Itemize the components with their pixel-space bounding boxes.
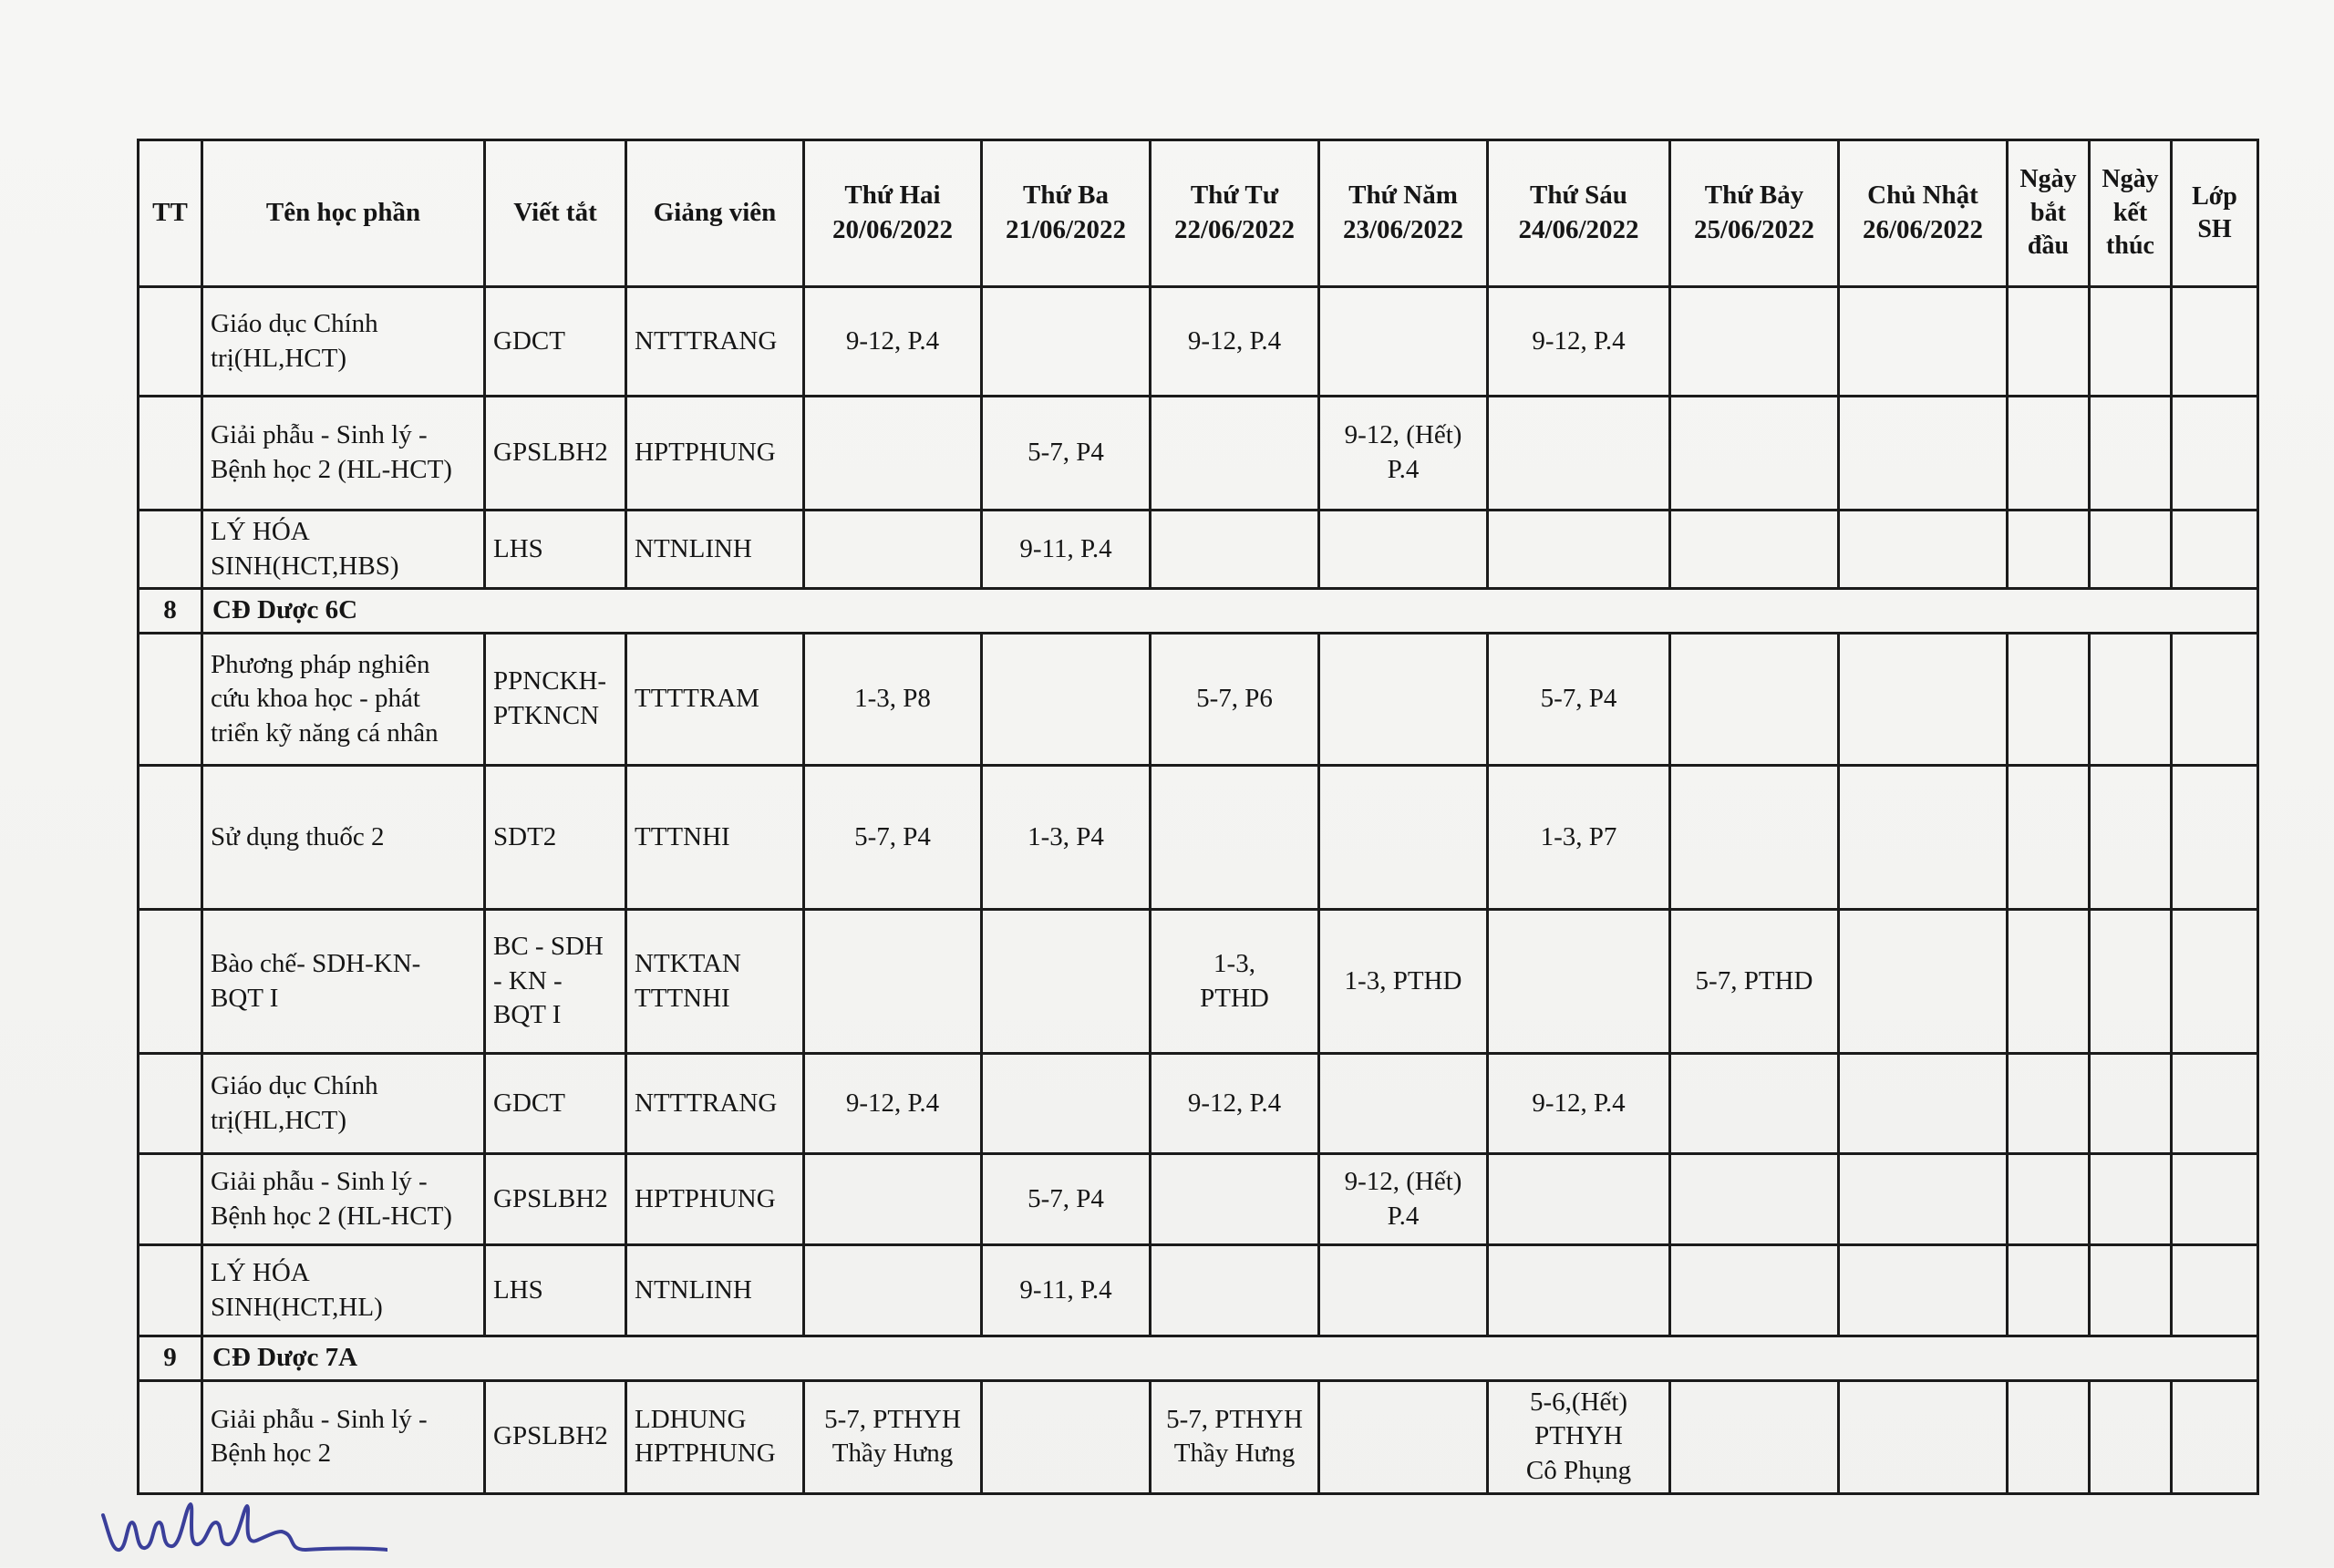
course-row	[139, 511, 2258, 589]
abbreviation-cell	[485, 634, 626, 766]
course-name-line: Bệnh học 2 (HL-HCT)	[211, 1201, 452, 1231]
session-line: 5-7, P4	[1028, 1183, 1104, 1213]
course-row	[139, 397, 2258, 511]
session-line: 1-3, P7	[1540, 821, 1617, 851]
header-day-mon	[804, 140, 982, 287]
row-number-cell	[139, 766, 202, 910]
header-teacher: Giảng viên	[626, 140, 804, 287]
session-line: 5-7, PTHYH	[824, 1404, 961, 1434]
schedule-cell-thu	[1319, 397, 1488, 511]
end-date-cell	[2090, 397, 2172, 511]
schedule-cell-thu	[1319, 1054, 1488, 1154]
teacher-line: NTTTRANG	[635, 1088, 778, 1118]
row-number-cell	[139, 634, 202, 766]
schedule-cell-thu	[1319, 910, 1488, 1054]
schedule-cell-thu	[1319, 766, 1488, 910]
session-line: 5-6,(Hết)	[1529, 1387, 1628, 1417]
teacher-cell	[626, 634, 804, 766]
header-day-wed	[1151, 140, 1319, 287]
course-name-line: Giáo dục Chính	[211, 1070, 378, 1100]
schedule-cell-wed	[1151, 910, 1319, 1054]
start-date-cell	[2008, 287, 2090, 397]
day-date: 22/06/2022	[1173, 215, 1296, 244]
teacher-line: NTTTRANG	[635, 325, 778, 356]
session-line: PTHD	[1200, 983, 1269, 1013]
course-name-cell	[202, 1154, 485, 1245]
schedule-cell-sun	[1839, 287, 2008, 397]
teacher-cell	[626, 766, 804, 910]
class-cell	[2172, 1245, 2258, 1336]
schedule-cell-wed	[1151, 1054, 1319, 1154]
session-line: 5-7, PTHD	[1695, 965, 1813, 995]
start-date-cell	[2008, 1380, 2090, 1493]
schedule-cell-fri	[1488, 397, 1670, 511]
schedule-cell-thu	[1319, 1380, 1488, 1493]
course-name-line: Sử dụng thuốc 2	[211, 821, 385, 851]
row-number-cell	[139, 910, 202, 1054]
session-line: 5-7, P4	[1028, 438, 1104, 468]
class-cell	[2172, 634, 2258, 766]
header-end-date	[2090, 140, 2172, 287]
schedule-cell-fri	[1488, 1245, 1670, 1336]
course-name-cell	[202, 766, 485, 910]
teacher-cell	[626, 1380, 804, 1493]
course-name-line: trị(HL,HCT)	[211, 343, 346, 373]
teacher-line: NTKTAN	[635, 948, 741, 978]
session-line: 9-12, P.4	[1532, 325, 1626, 356]
schedule-cell-wed	[1151, 1245, 1319, 1336]
row-number-cell	[139, 511, 202, 589]
teacher-line: HPTPHUNG	[635, 1439, 776, 1469]
day-date: 26/06/2022	[1862, 215, 1984, 244]
course-row	[139, 1054, 2258, 1154]
end-date-cell	[2090, 1380, 2172, 1493]
course-name-line: LÝ HÓA	[211, 517, 310, 546]
abbreviation-line: LHS	[493, 1274, 543, 1305]
schedule-cell-sun	[1839, 1154, 2008, 1245]
schedule-cell-sat	[1670, 766, 1839, 910]
row-number-cell	[139, 1054, 202, 1154]
schedule-cell-thu	[1319, 1154, 1488, 1245]
schedule-cell-fri	[1488, 1154, 1670, 1245]
session-line: 9-11, P.4	[1019, 533, 1112, 563]
schedule-cell-fri	[1488, 766, 1670, 910]
course-name-cell	[202, 910, 485, 1054]
abbreviation-cell	[485, 397, 626, 511]
class-cell	[2172, 766, 2258, 910]
course-name-line: trị(HL,HCT)	[211, 1105, 346, 1135]
day-date: 25/06/2022	[1693, 215, 1815, 244]
course-name-line: Giáo dục Chính	[211, 308, 378, 338]
schedule-cell-sun	[1839, 910, 2008, 1054]
class-cell	[2172, 511, 2258, 589]
header-start-line: đầu	[2027, 232, 2070, 261]
schedule-cell-sun	[1839, 1054, 2008, 1154]
schedule-cell-mon	[804, 1380, 982, 1493]
session-line: 9-12, (Hết)	[1344, 420, 1462, 450]
abbreviation-cell	[485, 1380, 626, 1493]
header-start-line: Ngày	[2019, 165, 2077, 194]
schedule-cell-mon	[804, 1054, 982, 1154]
session-line: 1-3, PTHD	[1344, 965, 1462, 995]
teacher-line: TTTNHI	[635, 983, 730, 1013]
schedule-cell-tue	[982, 1380, 1151, 1493]
header-tt: TT	[139, 140, 202, 287]
abbreviation-line: BQT I	[493, 1000, 562, 1030]
schedule-cell-fri	[1488, 511, 1670, 589]
teacher-cell	[626, 910, 804, 1054]
schedule-cell-tue	[982, 634, 1151, 766]
class-cell	[2172, 1054, 2258, 1154]
session-line: 5-7, PTHYH	[1166, 1404, 1303, 1434]
header-day-tue	[982, 140, 1151, 287]
day-date: 20/06/2022	[831, 215, 954, 244]
schedule-cell-mon	[804, 766, 982, 910]
session-line: 5-7, P4	[1540, 684, 1617, 714]
course-name-line: Bệnh học 2 (HL-HCT)	[211, 455, 452, 484]
schedule-cell-fri	[1488, 1380, 1670, 1493]
row-number-cell	[139, 397, 202, 511]
schedule-table	[137, 139, 2259, 1495]
schedule-cell-mon	[804, 397, 982, 511]
class-cell	[2172, 1380, 2258, 1493]
session-line: PTHYH	[1534, 1421, 1623, 1451]
abbreviation-cell	[485, 287, 626, 397]
end-date-cell	[2090, 511, 2172, 589]
schedule-cell-mon	[804, 1154, 982, 1245]
end-date-cell	[2090, 1054, 2172, 1154]
schedule-cell-tue	[982, 1154, 1151, 1245]
class-group-row	[139, 589, 2258, 634]
schedule-cell-fri	[1488, 1054, 1670, 1154]
course-name-line: LÝ HÓA	[211, 1257, 310, 1287]
course-name-cell	[202, 1054, 485, 1154]
teacher-line: TTTNHI	[635, 821, 730, 851]
schedule-cell-sat	[1670, 1380, 1839, 1493]
schedule-cell-tue	[982, 910, 1151, 1054]
group-number: 9	[139, 1336, 202, 1381]
schedule-cell-sat	[1670, 910, 1839, 1054]
session-line: 5-7, P6	[1196, 684, 1273, 714]
day-name: Thứ Ba	[1023, 181, 1109, 211]
class-cell	[2172, 397, 2258, 511]
course-name-line: BQT I	[211, 983, 279, 1013]
schedule-cell-mon	[804, 287, 982, 397]
end-date-cell	[2090, 910, 2172, 1054]
schedule-cell-sat	[1670, 634, 1839, 766]
row-number-cell	[139, 287, 202, 397]
abbreviation-line: LHS	[493, 533, 543, 563]
row-number-cell	[139, 1154, 202, 1245]
teacher-cell	[626, 511, 804, 589]
schedule-cell-wed	[1151, 287, 1319, 397]
day-date: 23/06/2022	[1342, 215, 1464, 244]
teacher-line: HPTPHUNG	[635, 438, 776, 468]
teacher-cell	[626, 287, 804, 397]
start-date-cell	[2008, 910, 2090, 1054]
course-name-line: SINH(HCT,HBS)	[211, 551, 399, 581]
course-name-line: Phương pháp nghiên	[211, 649, 430, 679]
schedule-cell-mon	[804, 511, 982, 589]
abbreviation-line: - KN -	[493, 965, 563, 995]
end-date-cell	[2090, 766, 2172, 910]
session-line: Thầy Hưng	[831, 1439, 954, 1469]
abbreviation-cell	[485, 766, 626, 910]
day-date: 21/06/2022	[1005, 215, 1127, 244]
header-start-line: bắt	[2030, 198, 2066, 227]
day-name: Thứ Tư	[1190, 181, 1279, 211]
schedule-cell-wed	[1151, 766, 1319, 910]
schedule-cell-sun	[1839, 1380, 2008, 1493]
header-day-thu	[1319, 140, 1488, 287]
course-name-line: SINH(HCT,HL)	[211, 1292, 383, 1322]
schedule-cell-tue	[982, 397, 1151, 511]
session-line: 9-12, P.4	[845, 1088, 940, 1118]
start-date-cell	[2008, 1054, 2090, 1154]
schedule-cell-fri	[1488, 910, 1670, 1054]
schedule-cell-sun	[1839, 1245, 2008, 1336]
course-name-cell	[202, 511, 485, 589]
teacher-line: HPTPHUNG	[635, 1183, 776, 1213]
header-end-line: thúc	[2106, 232, 2154, 261]
start-date-cell	[2008, 1154, 2090, 1245]
abbreviation-line: PPNCKH-	[493, 666, 607, 696]
schedule-body	[139, 287, 2258, 1494]
schedule-cell-thu	[1319, 287, 1488, 397]
schedule-cell-mon	[804, 910, 982, 1054]
course-row	[139, 1154, 2258, 1245]
course-name-line: cứu khoa học - phát	[211, 684, 420, 714]
course-row	[139, 910, 2258, 1054]
course-row	[139, 1245, 2258, 1336]
class-group-row	[139, 1336, 2258, 1381]
session-line: 1-3,	[1213, 948, 1255, 978]
schedule-cell-fri	[1488, 634, 1670, 766]
course-name-line: Bệnh học 2	[211, 1439, 332, 1469]
day-name: Thứ Sáu	[1530, 181, 1627, 211]
end-date-cell	[2090, 287, 2172, 397]
class-cell	[2172, 287, 2258, 397]
teacher-line: NTNLINH	[635, 533, 752, 563]
session-line: 9-12, P.4	[1187, 325, 1282, 356]
teacher-cell	[626, 1054, 804, 1154]
header-end-line: Ngày	[2102, 165, 2159, 194]
class-cell	[2172, 1154, 2258, 1245]
session-line: 9-12, (Hết)	[1344, 1166, 1462, 1196]
schedule-cell-mon	[804, 1245, 982, 1336]
course-name-cell	[202, 1380, 485, 1493]
start-date-cell	[2008, 766, 2090, 910]
schedule-cell-wed	[1151, 1154, 1319, 1245]
course-name-line: Giải phẫu - Sinh lý -	[211, 420, 428, 450]
session-line: P.4	[1387, 455, 1420, 484]
row-number-cell	[139, 1380, 202, 1493]
header-class-line: SH	[2197, 215, 2232, 243]
schedule-cell-sat	[1670, 397, 1839, 511]
abbreviation-cell	[485, 511, 626, 589]
header-day-sat	[1670, 140, 1839, 287]
course-row	[139, 287, 2258, 397]
schedule-cell-tue	[982, 1054, 1151, 1154]
course-name-line: Giải phẫu - Sinh lý -	[211, 1166, 428, 1196]
session-line: 1-3, P4	[1028, 821, 1104, 851]
abbreviation-cell	[485, 1154, 626, 1245]
header-start-date	[2008, 140, 2090, 287]
schedule-cell-mon	[804, 634, 982, 766]
session-line: 9-12, P.4	[1187, 1088, 1282, 1118]
course-name-cell	[202, 287, 485, 397]
abbreviation-line: GPSLBH2	[493, 1421, 608, 1451]
course-row	[139, 1380, 2258, 1493]
class-group-title: CĐ Dược 7A	[202, 1336, 2258, 1381]
abbreviation-cell	[485, 910, 626, 1054]
session-line: 9-11, P.4	[1019, 1274, 1112, 1305]
header-abbr: Viết tắt	[485, 140, 626, 287]
day-date: 24/06/2022	[1518, 215, 1639, 244]
abbreviation-line: GPSLBH2	[493, 1183, 608, 1213]
header-end-line: kết	[2112, 198, 2148, 227]
course-row	[139, 634, 2258, 766]
header-day-sun	[1839, 140, 2008, 287]
schedule-cell-thu	[1319, 634, 1488, 766]
schedule-cell-tue	[982, 1245, 1151, 1336]
course-name-cell	[202, 397, 485, 511]
course-name-line: Bào chế- SDH-KN-	[211, 948, 421, 978]
schedule-cell-thu	[1319, 511, 1488, 589]
schedule-cell-wed	[1151, 1380, 1319, 1493]
header-class	[2172, 140, 2258, 287]
header-class-line: Lớp	[2192, 181, 2237, 211]
schedule-cell-tue	[982, 766, 1151, 910]
schedule-cell-sat	[1670, 1154, 1839, 1245]
abbreviation-line: GDCT	[493, 325, 565, 356]
abbreviation-cell	[485, 1054, 626, 1154]
session-line: Cô Phụng	[1525, 1456, 1632, 1486]
schedule-cell-wed	[1151, 634, 1319, 766]
teacher-cell	[626, 1245, 804, 1336]
teacher-cell	[626, 397, 804, 511]
header-day-fri	[1488, 140, 1670, 287]
schedule-cell-fri	[1488, 287, 1670, 397]
teacher-line: TTTTRAM	[635, 684, 759, 714]
start-date-cell	[2008, 1245, 2090, 1336]
schedule-cell-wed	[1151, 397, 1319, 511]
schedule-cell-sun	[1839, 511, 2008, 589]
signature	[96, 1495, 387, 1568]
abbreviation-line: GDCT	[493, 1088, 565, 1118]
end-date-cell	[2090, 1154, 2172, 1245]
schedule-cell-sun	[1839, 397, 2008, 511]
session-line: 9-12, P.4	[1532, 1088, 1626, 1118]
end-date-cell	[2090, 634, 2172, 766]
course-name-line: Giải phẫu - Sinh lý -	[211, 1404, 428, 1434]
group-number: 8	[139, 589, 202, 634]
schedule-cell-sat	[1670, 1054, 1839, 1154]
row-number-cell	[139, 1245, 202, 1336]
start-date-cell	[2008, 634, 2090, 766]
teacher-line: LDHUNG	[635, 1404, 747, 1434]
course-name-line: triển kỹ năng cá nhân	[211, 717, 439, 748]
course-name-cell	[202, 634, 485, 766]
abbreviation-line: SDT2	[493, 821, 557, 851]
abbreviation-line: BC - SDH	[493, 932, 604, 962]
session-line: 1-3, P8	[854, 684, 931, 714]
end-date-cell	[2090, 1245, 2172, 1336]
day-name: Thứ Hai	[844, 181, 941, 211]
schedule-cell-sat	[1670, 287, 1839, 397]
abbreviation-cell	[485, 1245, 626, 1336]
schedule-cell-sun	[1839, 766, 2008, 910]
schedule-cell-sat	[1670, 1245, 1839, 1336]
session-line: 5-7, P4	[854, 821, 931, 851]
start-date-cell	[2008, 511, 2090, 589]
header-course: Tên học phần	[202, 140, 485, 287]
schedule-cell-tue	[982, 287, 1151, 397]
schedule-cell-tue	[982, 511, 1151, 589]
start-date-cell	[2008, 397, 2090, 511]
session-line: Thầy Hưng	[1173, 1439, 1296, 1469]
schedule-cell-thu	[1319, 1245, 1488, 1336]
course-name-cell	[202, 1245, 485, 1336]
session-line: P.4	[1387, 1201, 1420, 1231]
teacher-line: NTNLINH	[635, 1274, 752, 1305]
day-name: Thứ Năm	[1348, 181, 1458, 211]
day-name: Chủ Nhật	[1867, 181, 1978, 211]
schedule-cell-wed	[1151, 511, 1319, 589]
schedule-cell-sat	[1670, 511, 1839, 589]
abbreviation-line: PTKNCN	[493, 701, 600, 731]
class-group-title: CĐ Dược 6C	[202, 589, 2258, 634]
schedule-cell-sun	[1839, 634, 2008, 766]
session-line: 9-12, P.4	[845, 325, 940, 356]
class-cell	[2172, 910, 2258, 1054]
day-name: Thứ Bảy	[1704, 181, 1804, 211]
teacher-cell	[626, 1154, 804, 1245]
header-row	[139, 140, 2258, 287]
course-row	[139, 766, 2258, 910]
abbreviation-line: GPSLBH2	[493, 438, 608, 468]
